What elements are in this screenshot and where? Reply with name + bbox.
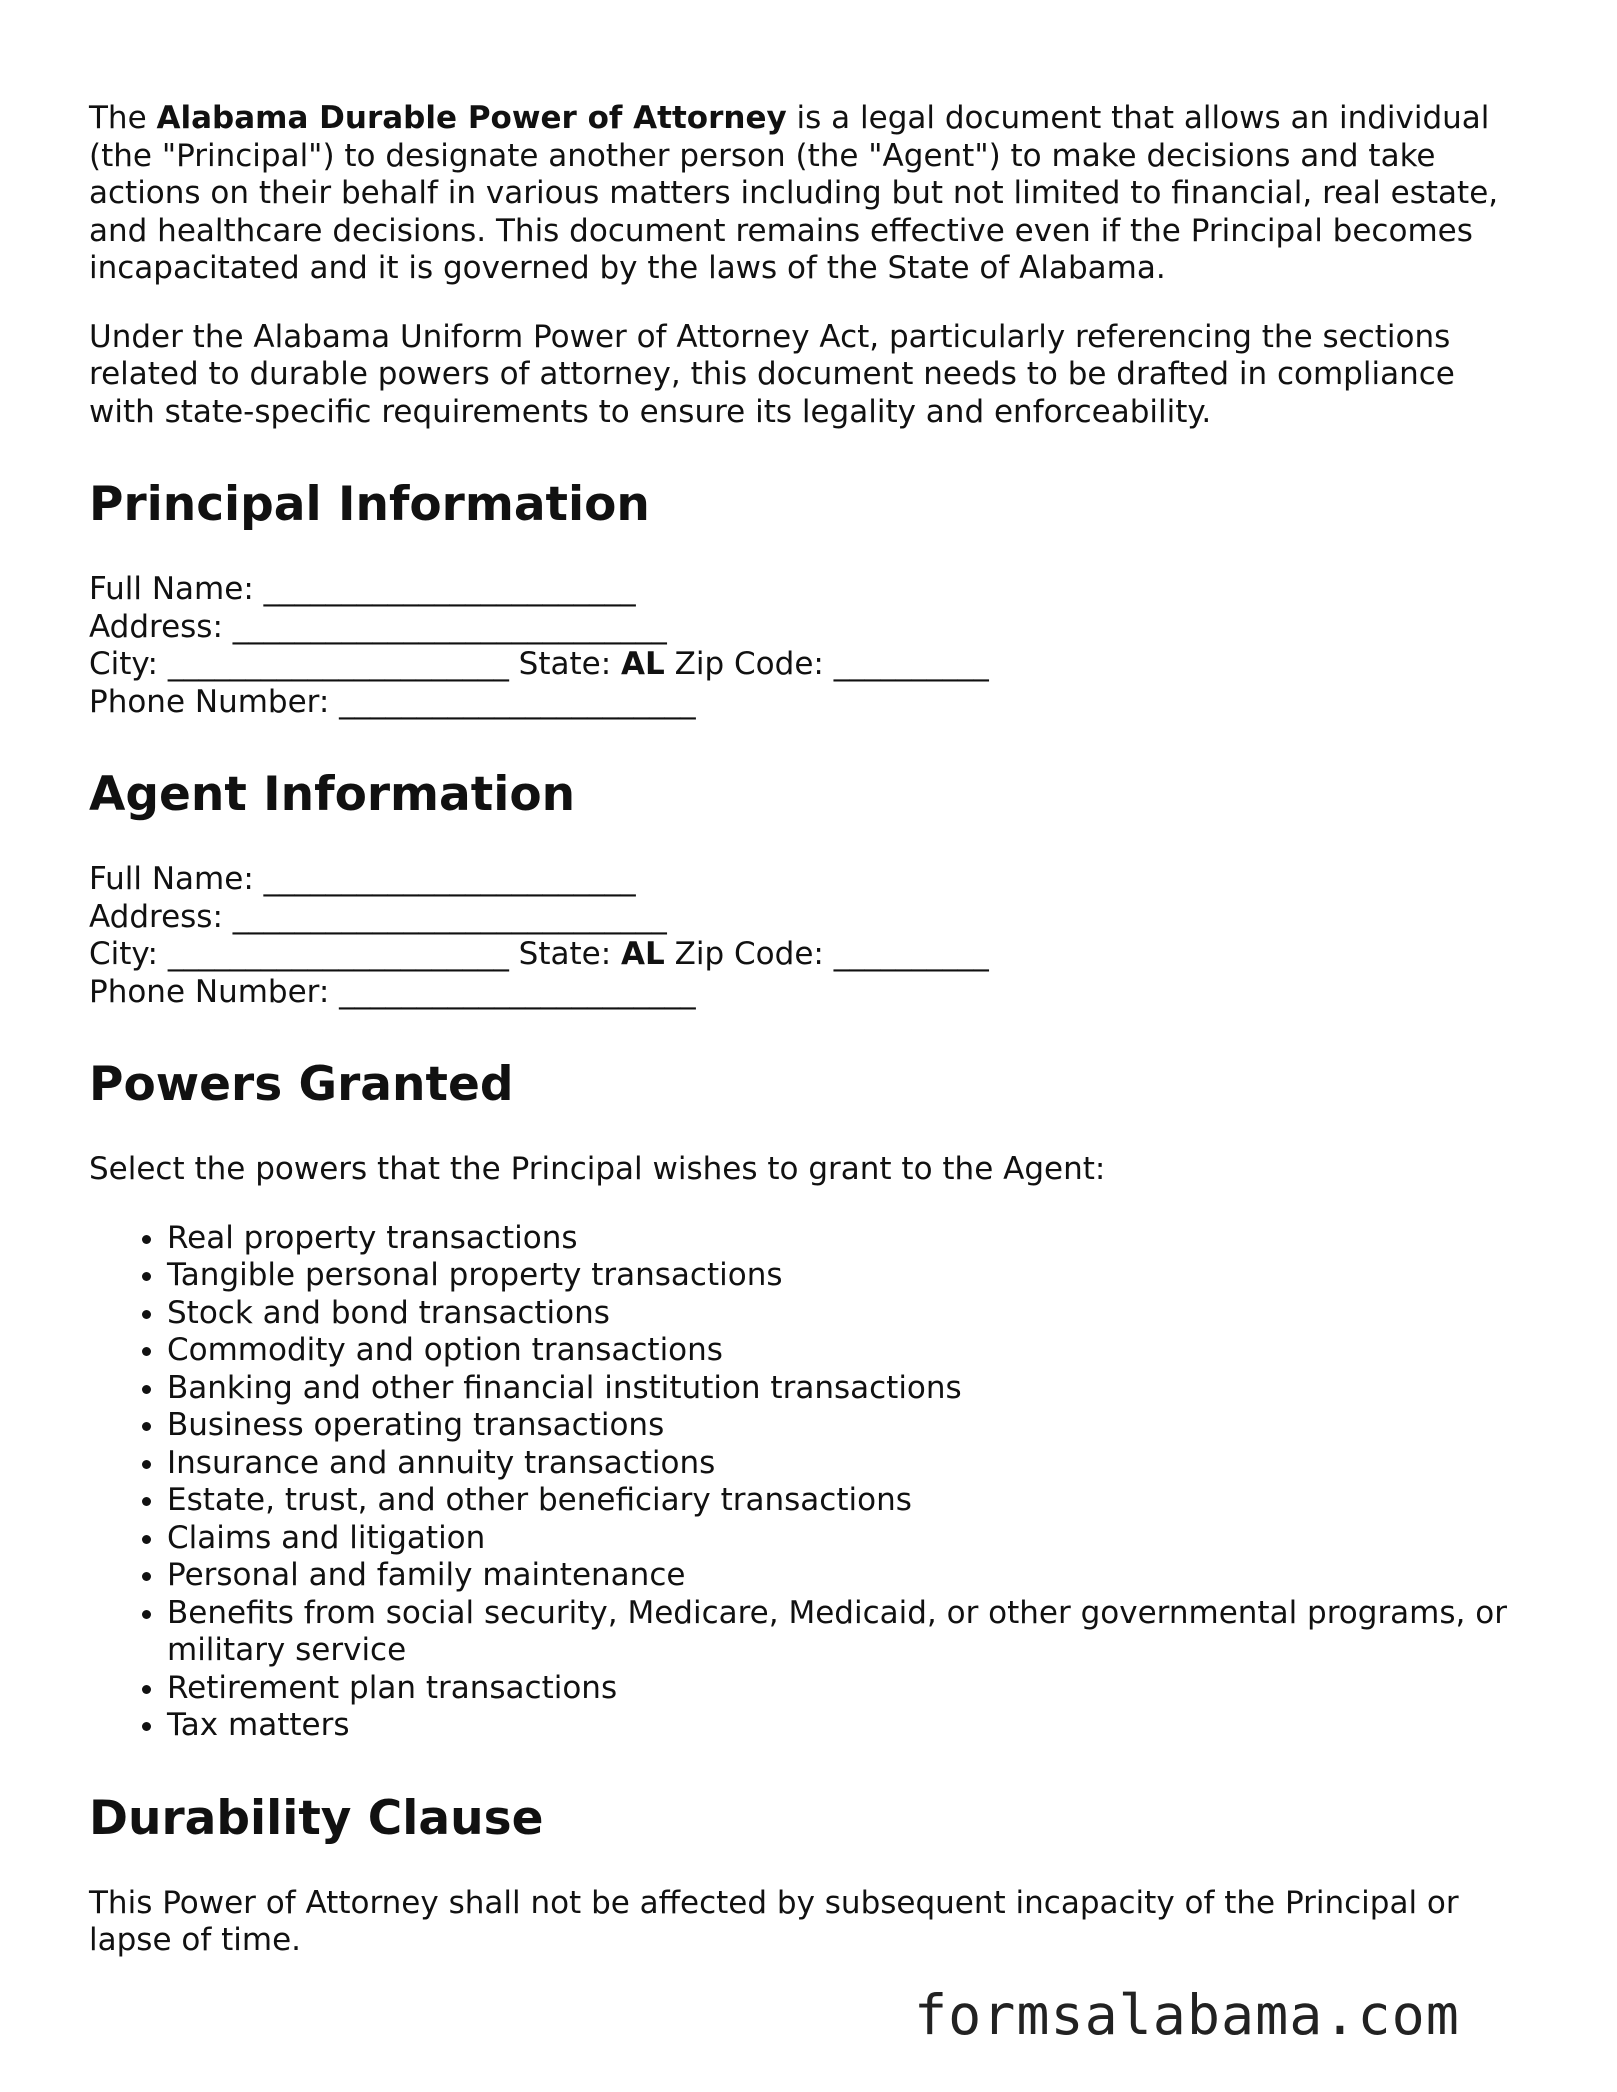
power-item: • Tangible personal property transactions bbox=[167, 1257, 1529, 1295]
power-item: • Insurance and annuity transactions bbox=[167, 1445, 1529, 1483]
principal-phone-blank: _______________________ bbox=[339, 683, 696, 720]
principal-state-label: State: bbox=[518, 646, 612, 682]
agent-address-label: Address: bbox=[89, 898, 223, 935]
principal-city-row bbox=[89, 646, 1529, 684]
agent-state-value: AL bbox=[621, 936, 665, 972]
agent-city-row bbox=[89, 936, 1529, 974]
principal-zip-label: Zip Code: bbox=[674, 646, 824, 682]
principal-state-value: AL bbox=[621, 646, 665, 682]
powers-heading: Powers Granted bbox=[89, 1057, 514, 1112]
durability-heading: Durability Clause bbox=[89, 1790, 544, 1846]
agent-zip-blank: __________ bbox=[833, 936, 989, 972]
durability-text: This Power of Attorney shall not be affected by subsequent incapacity of the Principal or lapse of time. bbox=[89, 1884, 1459, 1958]
powers-intro: Select the powers that the Principal wishes to grant to the Agent: bbox=[89, 1151, 1106, 1187]
agent-full-name-blank: ________________________ bbox=[263, 861, 636, 897]
agent-city-label: City: bbox=[89, 936, 158, 972]
principal-address-row bbox=[89, 609, 1529, 647]
principal-zip-blank: __________ bbox=[833, 646, 989, 682]
power-item: • Benefits from social security, Medicare, Medicaid, or other governmental programs, or military service bbox=[167, 1595, 1529, 1670]
principal-full-name-row bbox=[89, 571, 1529, 609]
intro-text-prefix: The bbox=[89, 100, 157, 136]
agent-address-blank: ____________________________ bbox=[232, 898, 667, 935]
power-item: • Personal and family maintenance bbox=[167, 1557, 1529, 1595]
agent-zip-label: Zip Code: bbox=[674, 936, 824, 972]
agent-full-name-label: Full Name: bbox=[89, 861, 254, 897]
power-item: • Stock and bond transactions bbox=[167, 1295, 1529, 1333]
power-item: • Banking and other financial institution transactions bbox=[167, 1370, 1529, 1408]
agent-phone-label: Phone Number: bbox=[89, 973, 330, 1010]
principal-address-label: Address: bbox=[89, 608, 223, 645]
document-page bbox=[89, 100, 1529, 1991]
principal-full-name-label: Full Name: bbox=[89, 571, 254, 607]
principal-phone-label: Phone Number: bbox=[89, 683, 330, 720]
power-item: • Claims and litigation bbox=[167, 1520, 1529, 1558]
principal-phone-row bbox=[89, 684, 1529, 722]
power-item: • Commodity and option transactions bbox=[167, 1332, 1529, 1370]
power-item: • Real property transactions bbox=[167, 1220, 1529, 1258]
principal-heading: Principal Information bbox=[89, 477, 650, 532]
principal-fields bbox=[89, 571, 1529, 721]
agent-city-blank: ______________________ bbox=[167, 936, 509, 972]
agent-fields bbox=[89, 861, 1529, 1011]
intro-paragraph bbox=[89, 100, 1529, 288]
intro-text-rest: is a legal document that allows an individual (the "Principal") to designate another person (the "Agent") to make decisions and take actions on their behalf in various matters including but not limited to financial, real estate, and healthcare decisions. This document remains effective even if the Principal becomes incapacitated and it is governed by the laws of the State of Alabama. bbox=[89, 100, 1499, 286]
principal-address-blank: ____________________________ bbox=[232, 608, 667, 645]
powers-list bbox=[89, 1220, 1529, 1745]
power-item: • Retirement plan transactions bbox=[167, 1670, 1529, 1708]
site-watermark: formsalabama.com bbox=[914, 1983, 1460, 2047]
agent-full-name-row bbox=[89, 861, 1529, 899]
power-item: • Business operating transactions bbox=[167, 1407, 1529, 1445]
agent-heading: Agent Information bbox=[89, 767, 576, 822]
principal-full-name-blank: ________________________ bbox=[263, 571, 636, 607]
agent-phone-row bbox=[89, 974, 1529, 1012]
principal-city-label: City: bbox=[89, 646, 158, 682]
agent-state-label: State: bbox=[518, 936, 612, 972]
power-item: • Estate, trust, and other beneficiary transactions bbox=[167, 1482, 1529, 1520]
agent-phone-blank: _______________________ bbox=[339, 973, 696, 1010]
principal-city-blank: ______________________ bbox=[167, 646, 509, 682]
agent-address-row bbox=[89, 899, 1529, 937]
power-item: • Tax matters bbox=[167, 1707, 1529, 1745]
act-paragraph: Under the Alabama Uniform Power of Attorney Act, particularly referencing the sections related to durable powers of attorney, this document needs to be drafted in compliance with state-specific requirements to ensure its legality and enforceability. bbox=[89, 318, 1455, 430]
document-title-bold: Alabama Durable Power of Attorney bbox=[156, 100, 787, 136]
